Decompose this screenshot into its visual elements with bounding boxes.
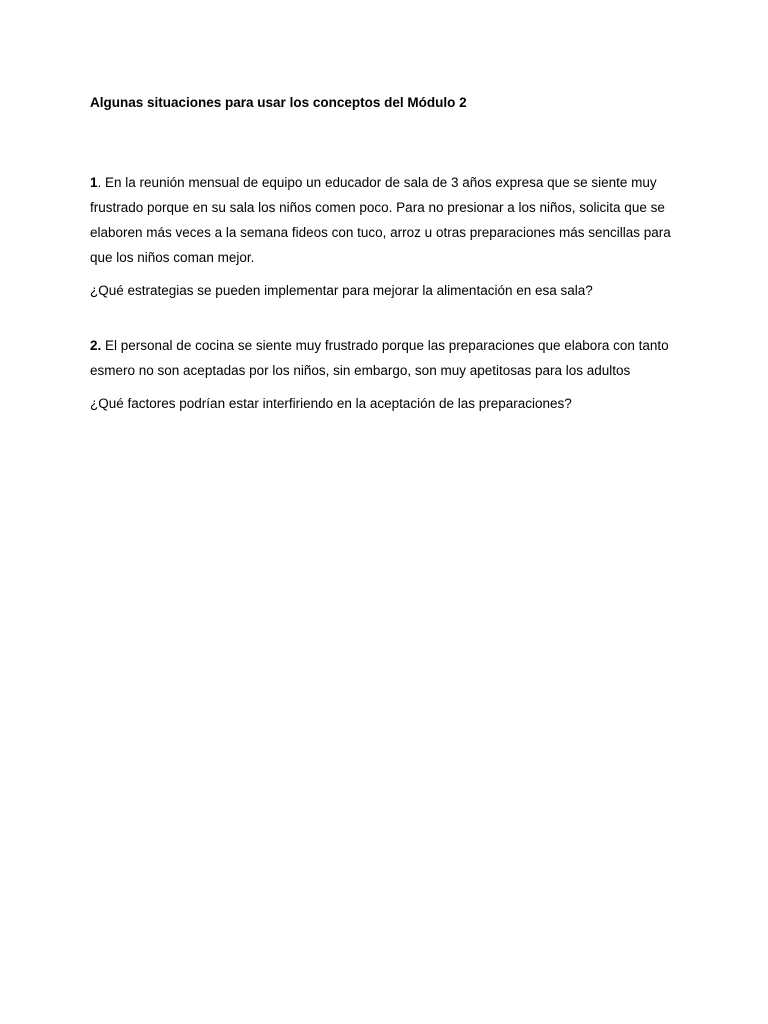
document-title: Algunas situaciones para usar los conceptos del Módulo 2 [90,95,467,110]
document-content [90,94,680,416]
situation-1-number: 1 [90,175,98,190]
situation-1-question: ¿Qué estrategias se pueden implementar para mejorar la alimentación en esa sala? [90,283,593,298]
situation-1-text: En la reunión mensual de equipo un educador de sala de 3 años expresa que se siente muy frustrado porque en su sala los niños comen poco. Para no presionar a los niños, solicita que se elaboren más veces a la semana fideos con tuco, arroz u otras preparaciones más sencillas para que los niños coman mejor. [90,175,671,265]
situation-1-separator: . [97,175,102,190]
situation-2-question: ¿Qué factores podrían estar interfiriendo en la aceptación de las preparaciones? [90,396,572,411]
situation-2-number: 2. [90,338,102,353]
situation-2-paragraph [90,333,680,383]
situation-1-paragraph [90,170,680,270]
situation-2-text: El personal de cocina se siente muy frustrado porque las preparaciones que elabora con tanto esmero no son aceptadas por los niños, sin embargo, son muy apetitosas para los adultos [90,338,669,378]
